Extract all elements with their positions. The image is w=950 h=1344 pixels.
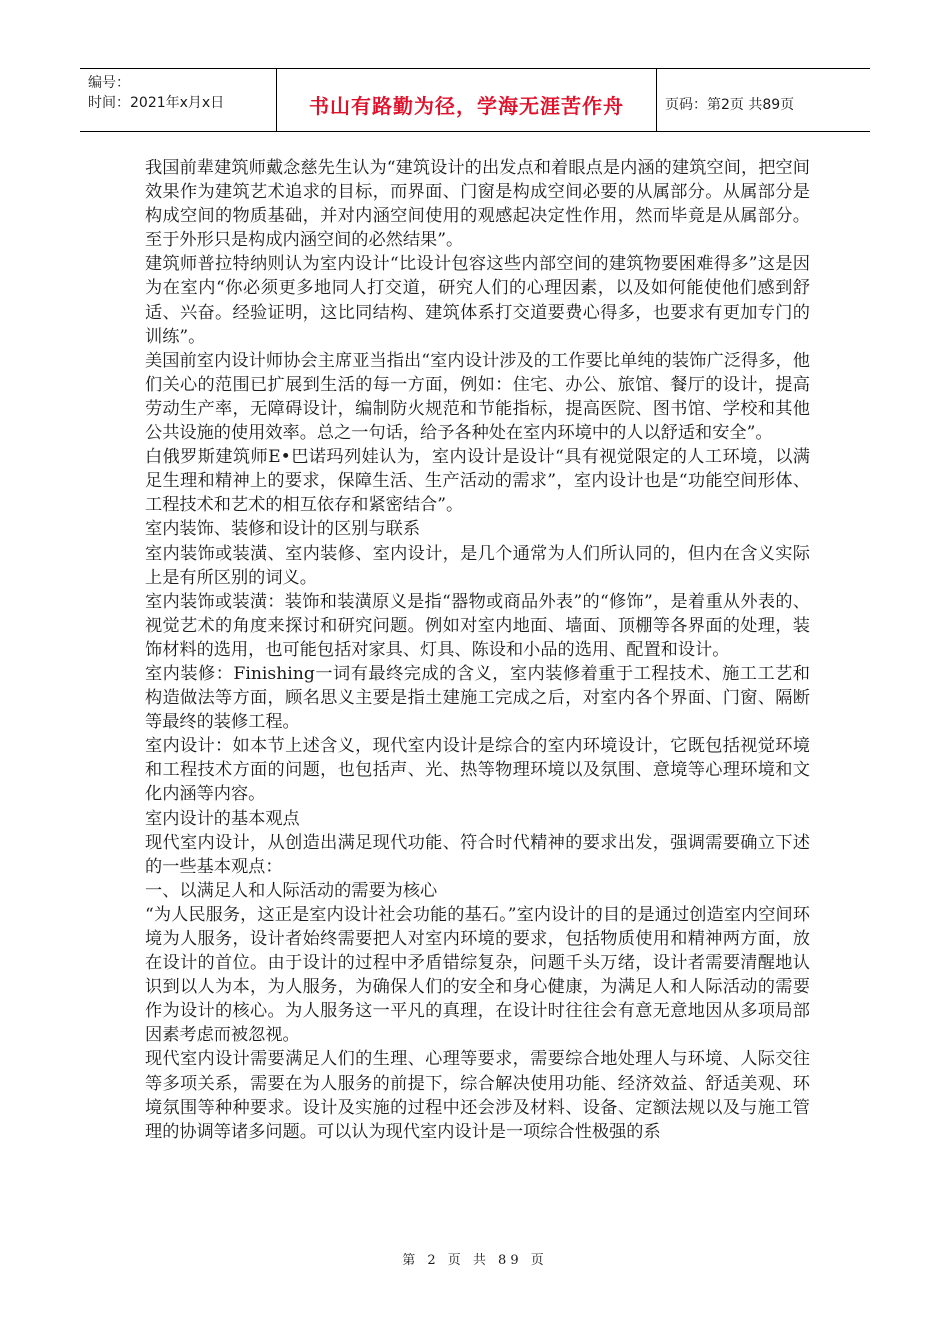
paragraph: 室内装饰或装潢：装饰和装潢原义是指“器物或商品外表”的“修饰”，是着重从外表的、视觉艺术的角度来探讨和研究问题。例如对室内地面、墙面、顶棚等各界面的处理，装饰材料的选用，也可能包括对家具、灯具、陈设和小品的选用、配置和设计。 — [145, 591, 810, 660]
section-heading: 室内设计的基本观点 — [145, 808, 300, 829]
document-number-label: 编号： — [88, 75, 130, 91]
document-date: 时间：2021年x月x日 — [88, 95, 225, 111]
paragraph: 现代室内设计，从创造出满足现代功能、符合时代精神的要求出发，强调需要确立下述的一些基本观点： — [145, 832, 810, 877]
subsection-heading: 一、以满足人和人际活动的需要为核心 — [145, 880, 438, 901]
paragraph: 建筑师普拉特纳则认为室内设计“比设计包容这些内部空间的建筑物要困难得多”这是因为在室内“你必须更多地同人打交道，研究人们的心理因素，以及如何能使他们感到舒适、兴奋。经验证明，这比同结构、建筑体系打交道要费心得多，也要求有更加专门的训练”。 — [145, 254, 810, 347]
document-body — [145, 156, 810, 1144]
paragraph: 室内装修：Finishing一词有最终完成的含义，室内装修着重于工程技术、施工工艺和构造做法等方面，顾名思义主要是指土建施工完成之后，对室内各个界面、门窗、隔断等最终的装修工程。 — [145, 663, 810, 733]
paragraph: 白俄罗斯建筑师E•巴诺玛列娃认为，室内设计是设计“具有视觉限定的人工环境，以满足生理和精神上的要求，保障生活、生产活动的需求”，室内设计也是“功能空间形体、工程技术和艺术的相互依存和紧密结合”。 — [145, 447, 810, 516]
page-header — [80, 68, 870, 132]
paragraph: 现代室内设计需要满足人们的生理、心理等要求，需要综合地处理人与环境、人际交往等多项关系，需要在为人服务的前提下，综合解决使用功能、经济效益、舒适美观、环境氛围等种种要求。设计及实施的过程中还会涉及材料、设备、定额法规以及与施工管理的协调等诸多问题。可以认为现代室内设计是一项综合性极强的系 — [145, 1049, 810, 1142]
header-motto: 书山有路勤为径，学海无涯苦作舟 — [277, 69, 657, 131]
paragraph: 我国前辈建筑师戴念慈先生认为“建筑设计的出发点和着眼点是内涵的建筑空间，把空间效果作为建筑艺术追求的目标，而界面、门窗是构成空间必要的从属部分。从属部分是构成空间的物质基础，并对内涵空间使用的观感起决定性作用，然而毕竟是从属部分。至于外形只是构成内涵空间的必然结果”。 — [145, 158, 810, 251]
paragraph: “为人民服务，这正是室内设计社会功能的基石。”室内设计的目的是通过创造室内空间环境为人服务，设计者始终需要把人对室内环境的要求，包括物质使用和精神两方面，放在设计的首位。由于设计的过程中矛盾错综复杂，问题千头万绪，设计者需要清醒地认识到以人为本，为人服务，为确保人们的安全和身心健康，为满足人和人际活动的需要作为设计的核心。为人服务这一平凡的真理，在设计时往往会有意无意地因从多项局部因素考虑而被忽视。 — [145, 904, 810, 1046]
section-heading: 室内装饰、装修和设计的区别与联系 — [145, 519, 421, 540]
header-page-info: 页码：第2页 共89页 — [665, 97, 795, 113]
page-footer: 第 2 页 共 89 页 — [402, 1253, 548, 1268]
paragraph: 室内设计：如本节上述含义，现代室内设计是综合的室内环境设计，它既包括视觉环境和工程技术方面的问题，也包括声、光、热等物理环境以及氛围、意境等心理环境和文化内涵等内容。 — [145, 736, 810, 805]
paragraph: 室内装饰或装潢、室内装修、室内设计，是几个通常为人们所认同的，但内在含义实际上是有所区别的词义。 — [145, 543, 810, 588]
header-meta — [80, 69, 277, 131]
paragraph: 美国前室内设计师协会主席亚当指出“室内设计涉及的工作要比单纯的装饰广泛得多，他们关心的范围已扩展到生活的每一方面，例如：住宅、办公、旅馆、餐厅的设计，提高劳动生产率，无障碍设计，编制防火规范和节能指标，提高医院、图书馆、学校和其他公共设施的使用效率。总之一句话，给予各种处在室内环境中的人以舒适和安全”。 — [145, 350, 810, 444]
